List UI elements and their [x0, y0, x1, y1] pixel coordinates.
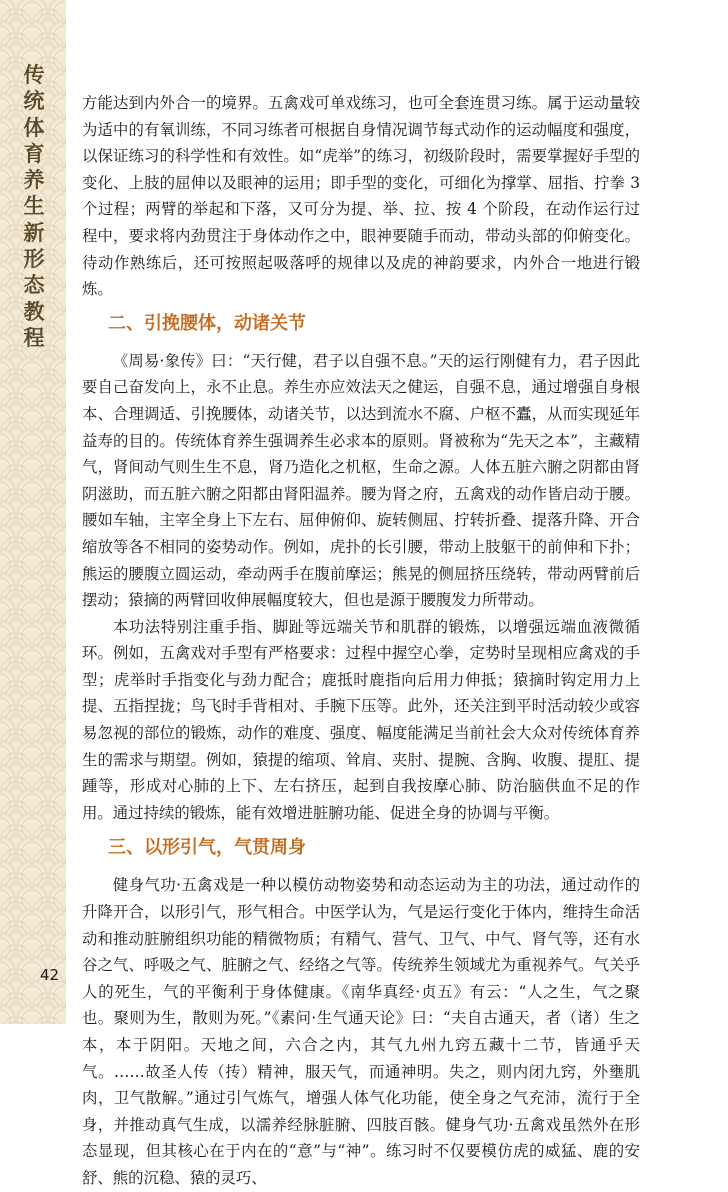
sidebar-band [0, 0, 66, 1024]
paragraph-2: 《周易·象传》曰：“天行健，君子以自强不息。”天的运行刚健有力，君子因此要自己奋发向上，永不止息。养生亦应效法天之健运，自强不息，通过增强自身根本、合理调适、引挽腰体，动诸关节，以达到流水不腐、户枢不蠹，从而实现延年益寿的目的。传统体育养生强调养生必求本的原则。肾被称为“先天之本”，主藏精气，肾间动气则生生不息，肾乃造化之机枢，生命之源。人体五脏六腑之阴都由肾阴滋助，而五脏六腑之阳都由肾阳温养。腰为肾之府，五禽戏的动作皆启动于腰。腰如车轴，主宰全身上下左右、屈伸俯仰、旋转侧屈、拧转折叠、提落升降、开合缩放等各不相同的姿势动作。例如，虎扑的长引腰，带动上肢躯干的前伸和下扑；熊运的腰腹立圆运动，牵动两手在腹前摩运；熊晃的侧屈挤压绕转，带动两臂前后摆动；猿摘的两臂回收伸展幅度较大，但也是源于腰腹发力所带动。 [82, 351, 640, 610]
section-heading-2: 二、引挽腰体，动诸关节 [108, 312, 306, 334]
section-heading-3: 三、以形引气，气贯周身 [108, 837, 306, 859]
book-title: 传统体育养生新形态教程 [23, 63, 45, 350]
page-body [82, 90, 640, 1192]
paragraph-1: 方能达到内外合一的境界。五禽戏可单戏练习，也可全套连贯习练。属于运动量较为适中的有氧训练，不同习练者可根据自身情况调节每式动作的运动幅度和强度，以保证练习的科学性和有效性。如“虎举”的练习，初级阶段时，需要掌握好手型的变化、上肢的屈伸以及眼神的运用；即手型的变化，可细化为撑掌、屈指、拧拳 3 个过程；两臂的举起和下落，又可分为提、举、拉、按 4 个阶段，在动作运行过程中，要求将内劲贯注于身体动作之中，眼神要随手而动，带动头部的仰俯变化。待动作熟练后，还可按照起吸落呼的规律以及虎的神韵要求，内外合一地进行锻炼。 [82, 94, 640, 299]
paragraph-3: 本功法特别注重手指、脚趾等远端关节和肌群的锻炼，以增强远端血液微循环。例如，五禽戏对手型有严格要求：过程中握空心拳，定势时呈现相应禽戏的手型；虎举时手指变化与劲力配合；鹿抵时鹿指向后用力伸抵；猿摘时钩定用力上提、五指捏拢；鸟飞时手背相对、手腕下压等。此外，还关注到平时活动较少或容易忽视的部位的锻炼，动作的难度、强度、幅度能满足当前社会大众对传统体育养生的需求与期望。例如，猿提的缩项、耸肩、夹肘、提腕、含胸、收腹、提肛、提踵等，形成对心肺的上下、左右挤压，起到自我按摩心肺、防治脑供血不足的作用。通过持续的锻炼，能有效增进脏腑功能、促进全身的协调与平衡。 [82, 617, 640, 822]
paragraph-4: 健身气功·五禽戏是一种以模仿动物姿势和动态运动为主的功法，通过动作的升降开合，以形引气，形气相合。中医学认为，气是运行变化于体内，维持生命活动和推动脏腑组织功能的精微物质；有精气、营气、卫气、中气、肾气等，还有水谷之气、呼吸之气、脏腑之气、经络之气等。传统养生领域尤为重视养气。气关乎人的死生，气的平衡利于身体健康。《南华真经·贞五》有云：“人之生，气之聚也。聚则为生，散则为死。”《素问·生气通天论》曰：“夫自古通天，者（诸）生之本，本于阴阳。天地之间，六合之内，其气九州九窍五藏十二节，皆通乎天气。……故圣人传（抟）精神，服天气，而通神明。失之，则内闭九窍，外壅肌肉，卫气散解。”通过引气炼气，增强人体气化功能，使全身之气充沛，流行于全身，并推动真气生成，以濡养经脉脏腑、四肢百骸。健身气功·五禽戏虽然外在形态显现，但其核心在于内在的“意”与“神”。练习时不仅要模仿虎的威猛、鹿的安舒、熊的沉稳、猿的灵巧、 [82, 876, 640, 1187]
page-number: 42 [40, 966, 60, 984]
